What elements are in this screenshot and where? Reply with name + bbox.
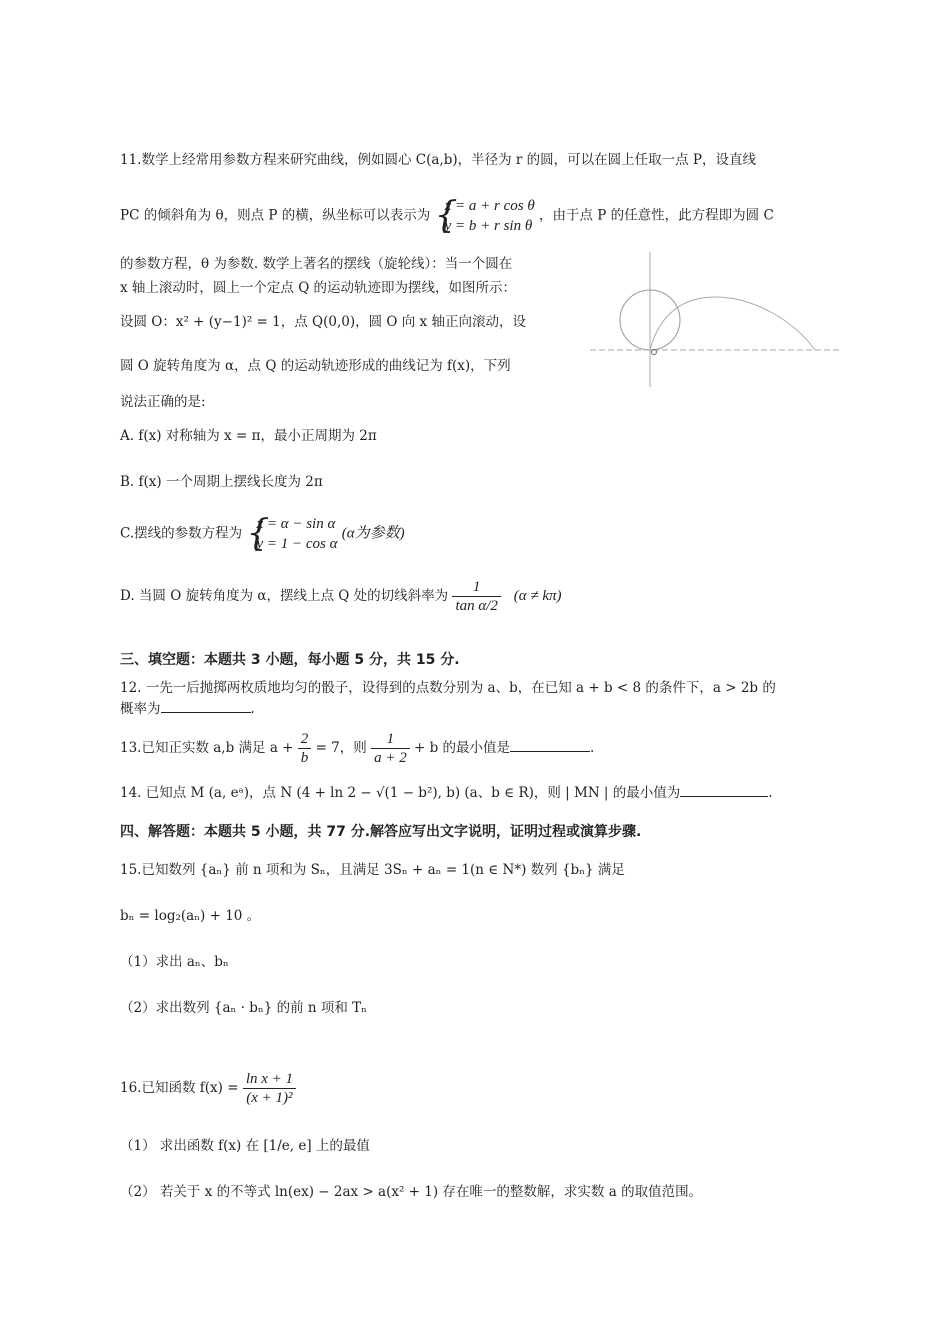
q11-option-c	[120, 514, 405, 554]
q16-function-fraction	[243, 1070, 296, 1107]
q14-answer-blank	[680, 782, 768, 797]
brace-glyph: {	[246, 513, 270, 554]
fraction-denominator: b	[300, 750, 309, 766]
fraction-denominator: a + 2	[374, 750, 407, 766]
q11-line-4: x 轴上滚动时，圆上一个定点 Q 的运动轨迹即为摆线，如图所示：	[120, 280, 517, 296]
q11-line-2	[120, 196, 774, 236]
cycloid-param-system	[246, 514, 337, 554]
q15-line-1: 15.已知数列 {aₙ} 前 n 项和为 Sₙ，且满足 3Sₙ + aₙ = 1(n ∈ N*) 数列 {bₙ} 满足	[120, 862, 625, 878]
q16-part-1: （1） 求出函数 f(x) 在 [1/e, e] 上的最值	[120, 1138, 370, 1154]
option-d-prefix: D. 当圆 O 旋转角度为 α，摆线上点 Q 处的切线斜率为	[120, 588, 449, 604]
option-c-suffix: (α为参数)	[341, 525, 405, 542]
cycloid-curve	[650, 297, 815, 350]
fraction-numerator: 2	[298, 730, 312, 749]
cycloid-param-x: x = α − sin α	[256, 516, 336, 532]
q12-answer-blank	[161, 698, 251, 713]
tangent-slope-fraction	[452, 578, 500, 615]
q16-line	[120, 1070, 296, 1107]
q11-line-2b: ，由于点 P 的任意性，此方程即为圆 C	[539, 207, 774, 224]
brace-glyph: {	[434, 195, 458, 236]
section-4-heading: 四、解答题：本题共 5 小题，共 77 分.解答应写出文字说明，证明过程或演算步骤.	[120, 824, 642, 840]
q11-option-d	[120, 578, 562, 615]
cycloid-figure	[590, 252, 840, 387]
circle-param-y: y = b + r sin θ	[444, 218, 533, 234]
q12-line-1: 12. 一先一后抛掷两枚质地均匀的骰子，设得到的点数分别为 a、b，在已知 a + b < 8 的条件下，a > 2b 的	[120, 680, 776, 696]
q13-suffix: + b 的最小值是	[414, 740, 511, 756]
option-c-prefix: C.摆线的参数方程为	[120, 525, 243, 542]
circle-param-system	[435, 196, 535, 236]
q11-option-b: B. f(x) 一个周期上摆线长度为 2π	[120, 474, 323, 490]
q12-line-2: 概率为 .	[120, 698, 255, 719]
q16-part-2: （2） 若关于 x 的不等式 ln(ex) − 2ax > a(x² + 1) 存在唯一的整数解，求实数 a 的取值范围。	[120, 1184, 703, 1200]
q11-line-2a: PC 的倾斜角为 θ，则点 P 的横，纵坐标可以表示为	[120, 207, 431, 224]
q12-label: 概率为	[120, 701, 161, 717]
fraction-numerator: 1	[452, 578, 500, 597]
option-d-suffix: (α ≠ kπ)	[513, 588, 562, 604]
q11-line-7: 说法正确的是:	[120, 394, 206, 410]
q15-line-2: bₙ = log₂(aₙ) + 10 。	[120, 908, 261, 924]
section-3-heading: 三、填空题：本题共 3 小题，每小题 5 分，共 15 分.	[120, 652, 460, 668]
q13-line: 13.已知正实数 a,b 满足 a + $\frac{2}{b}$ = 7，则 $\frac{1}{a + 2}$ + b 的最小值是 .	[120, 731, 595, 766]
q11-option-a: A. f(x) 对称轴为 x = π，最小正周期为 2π	[120, 428, 377, 444]
circle-param-x: x = a + r cos θ	[444, 198, 535, 214]
q16-prefix: 16.已知函数 f(x) =	[120, 1080, 239, 1096]
q11-line-5: 设圆 O：x² + (y−1)² = 1，点 Q(0,0)，圆 O 向 x 轴正向滚动，设	[120, 314, 526, 330]
q14-text: 14. 已知点 M (a, eᵃ)，点 N (4 + ln 2 − √(1 − b²), b) (a、b ∈ R)，则 | MN | 的最小值为	[120, 785, 681, 801]
fraction-denominator: (x + 1)²	[246, 1090, 293, 1106]
fraction-denominator: tan α/2	[455, 598, 498, 614]
fraction-numerator: ln x + 1	[243, 1070, 296, 1089]
fraction-numerator: 1	[371, 730, 410, 749]
q13-prefix: 13.已知正实数 a,b 满足 a +	[120, 740, 294, 756]
q13-fraction-2	[371, 730, 410, 767]
q15-part-2: （2）求出数列 {aₙ · bₙ} 的前 n 项和 Tₙ	[120, 1000, 368, 1016]
q11-line-1: 11.数学上经常用参数方程来研究曲线，例如圆心 C(a,b)，半径为 r 的圆，可以在圆上任取一点 P，设直线	[120, 152, 757, 168]
q13-middle: = 7，则	[315, 740, 367, 756]
q11-line-3: 的参数方程，θ 为参数. 数学上著名的摆线（旋轮线）：当一个圆在	[120, 256, 513, 272]
q14-line: 14. 已知点 M (a, eᵃ)，点 N (4 + ln 2 − √(1 − b²), b) (a、b ∈ R)，则 | MN | 的最小值为 .	[120, 782, 773, 803]
q13-answer-blank	[510, 737, 590, 752]
q15-part-1: （1）求出 aₙ、bₙ	[120, 954, 229, 970]
q13-fraction-1	[298, 730, 312, 767]
cycloid-param-y: y = 1 − cos α	[256, 536, 338, 552]
q11-line-6: 圆 O 旋转角度为 α，点 Q 的运动轨迹形成的曲线记为 f(x)，下列	[120, 358, 511, 374]
